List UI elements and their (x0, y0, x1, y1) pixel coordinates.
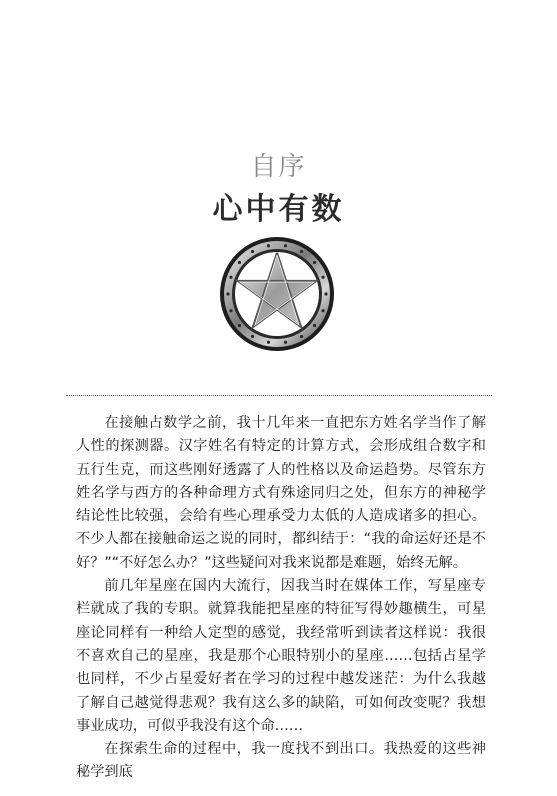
ring-rivet (251, 250, 254, 253)
ring-rivet (284, 244, 287, 247)
ring-rivet (238, 324, 241, 327)
ring-rivet (238, 261, 241, 264)
paragraph: 在探索生命的过程中，我一度找不到出口。我热爱的这些神秘学到底 (76, 741, 486, 781)
ring-rivet (300, 250, 303, 253)
ring-rivet (313, 324, 316, 327)
paragraph: 前几年星座在国内大流行，因我当时在媒体工作，写星座专栏就成了我的专职。就算我能把星座的特征写得妙趣横生，可星座论同样有一种给人定型的感觉，我经常听到读者这样说：我很不喜欢自己的星座，我是那个心眼特别小的星座……包括占星学也同样，不少占星爱好者在学习的过程中越发迷茫：为什么我越了解自己越觉得悲观？我有这么多的缺陷，可如何改变呢？我想事业成功，可似乎我没有这个命…… (76, 578, 486, 734)
ring-rivet (321, 309, 324, 312)
ring-rivet (321, 276, 324, 279)
ring-rivet (229, 309, 232, 312)
pentagram-ring-icon (218, 235, 336, 353)
ring-rivet (313, 261, 316, 264)
ring-rivet (226, 292, 229, 295)
ring-rivet (267, 244, 270, 247)
ring-rivet (300, 335, 303, 338)
preface-body (76, 412, 486, 785)
preface-label: 自序 (250, 152, 307, 182)
ring-rivet (324, 292, 327, 295)
ring-rivet (267, 341, 270, 344)
paragraph: 在接触占数学之前，我十几年来一直把东方姓名学当作了解人性的探测器。汉字姓名有特定的计算方式，会形成组合数字和五行生克，而这些刚好透露了人的性格以及命运趋势。尽管东方姓名学与西方的各种命理方式有殊途同归之处，但东方的神秘学结论性比较强，会给有些心理承受力太低的人造成诸多的担心。不少人都在接触命运之说的同时，都纠结于：“我的命运好还是不好？”“不好怎么办？”这些疑问对我来说都是难题，始终无解。 (76, 415, 486, 571)
ring-rivet (251, 335, 254, 338)
ring-rivet (229, 276, 232, 279)
section-divider (66, 395, 492, 396)
chapter-title: 心中有数 (212, 192, 345, 227)
ring-rivet (284, 341, 287, 344)
